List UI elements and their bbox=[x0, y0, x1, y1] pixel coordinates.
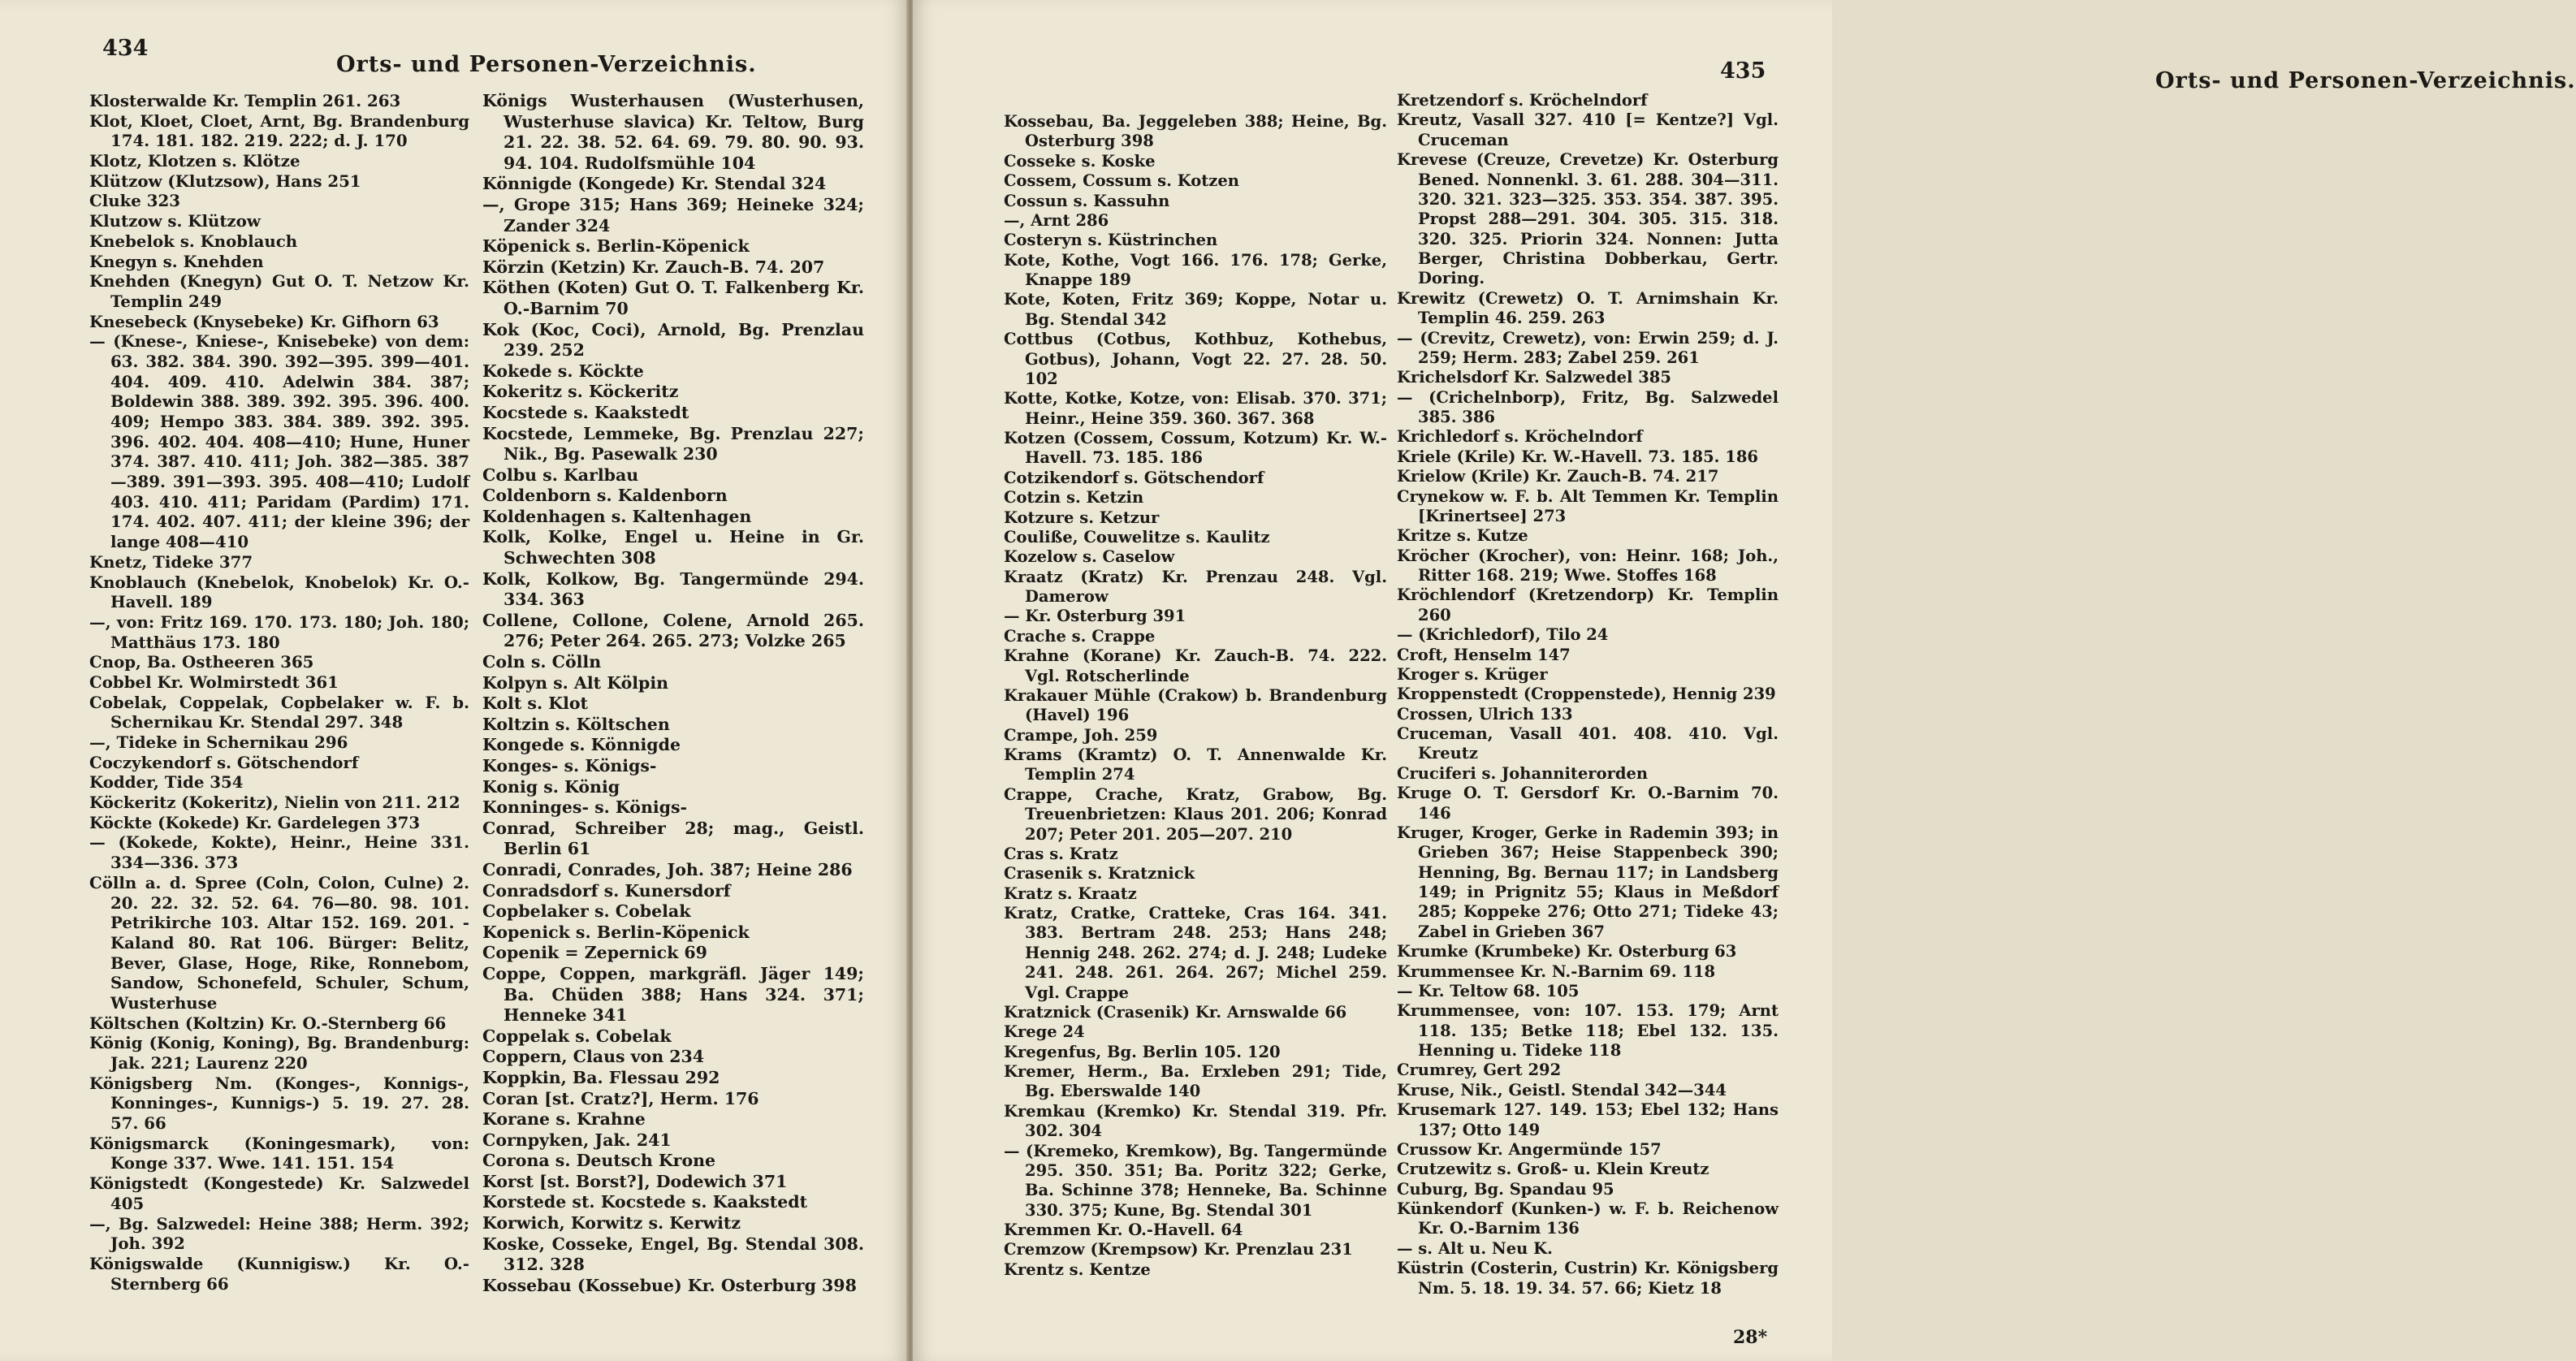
index-entry: Kongede s. Könnigde bbox=[482, 735, 681, 755]
index-entry: Konges- s. Königs- bbox=[482, 756, 657, 776]
index-entry: Cuburg, Bg. Spandau 95 bbox=[1397, 1179, 1614, 1199]
index-entry: Konig s. König bbox=[482, 776, 620, 797]
index-entry: Cölln a. d. Spree (Coln, Colon, Culne) 2. 20. 22. 32. 52. 64. 76—80. 98. 101. Petrikirche 103. Altar 152. 169. 201. -Kaland 80. Rat 106. Bürger: Belitz, Bever, Glase, Hoge, Rike, Ronnebom, Sandow, Schonefeld, Schuler, Schum, Wusterhuse bbox=[89, 872, 469, 1013]
index-entry: Coran [st. Cratz?], Herm. 176 bbox=[482, 1088, 759, 1108]
index-entry: Krummensee Kr. N.-Barnim 69. 118 bbox=[1397, 961, 1716, 981]
index-entry: Kotzen (Cossem, Cossum, Kotzum) Kr. W.-Havell. 73. 185. 186 bbox=[1004, 429, 1387, 468]
index-entry: Kote, Kothe, Vogt 166. 176. 178; Gerke, Knappe 189 bbox=[1004, 250, 1387, 289]
index-entry: Kozelow s. Caselow bbox=[1004, 547, 1175, 567]
index-entry: Corona s. Deutsch Krone bbox=[482, 1151, 716, 1171]
index-entry: Kratz s. Kraatz bbox=[1004, 884, 1137, 903]
index-entry: Korstede st. Kocstede s. Kaakstedt bbox=[482, 1192, 808, 1212]
index-entry: — (Crevitz, Crewetz), von: Erwin 259; d. J. 259; Herm. 283; Zabel 259. 261 bbox=[1397, 328, 1779, 367]
index-entry: Copbelaker s. Cobelak bbox=[482, 901, 691, 922]
index-entry: —, von: Fritz 169. 170. 173. 180; Joh. 180; Matthäus 173. 180 bbox=[89, 611, 469, 652]
index-entry: Kocstede, Lemmeke, Bg. Prenzlau 227; Nik., Bg. Pasewalk 230 bbox=[482, 423, 864, 464]
index-entry: Kriele (Krile) Kr. W.-Havell. 73. 185. 186 bbox=[1397, 447, 1758, 466]
index-entry: Kokede s. Köckte bbox=[482, 361, 644, 381]
index-entry: Conradi, Conrades, Joh. 387; Heine 286 bbox=[482, 859, 853, 879]
index-entry: Kröcher (Krocher), von: Heinr. 168; Joh., Ritter 168. 219; Wwe. Stoffes 168 bbox=[1397, 546, 1779, 585]
index-entry: Kremkau (Kremko) Kr. Stendal 319. Pfr. 302. 304 bbox=[1004, 1101, 1387, 1141]
index-entry: Kokeritz s. Köckeritz bbox=[482, 382, 679, 402]
index-entry: Coppern, Claus von 234 bbox=[482, 1047, 705, 1067]
index-entry: — s. Alt u. Neu K. bbox=[1397, 1238, 1553, 1258]
index-entry: Crynekow w. F. b. Alt Temmen Kr. Templin [Krinertsee] 273 bbox=[1397, 486, 1779, 525]
index-entry: Kröchlendorf (Kretzendorp) Kr. Templin 260 bbox=[1397, 585, 1779, 624]
index-entry: Krams (Kramtz) O. T. Annenwalde Kr. Templin 274 bbox=[1004, 745, 1387, 784]
index-entry: Crasenik s. Kratznick bbox=[1004, 864, 1195, 884]
index-entry: Krielow (Krile) Kr. Zauch-B. 74. 217 bbox=[1397, 467, 1719, 486]
index-entry: Krichelsdorf Kr. Salzwedel 385 bbox=[1397, 368, 1671, 387]
index-entry: —, Arnt 286 bbox=[1004, 210, 1109, 230]
index-column-1 bbox=[1004, 112, 1387, 1280]
index-entry: Köthen (Koten) Gut O. T. Falkenberg Kr. O.-Barnim 70 bbox=[482, 278, 864, 318]
index-entry: Krumke (Krumbeke) Kr. Osterburg 63 bbox=[1397, 942, 1737, 961]
index-entry: Krusemark 127. 149. 153; Ebel 132; Hans 137; Otto 149 bbox=[1397, 1100, 1779, 1139]
index-entry: Kolk, Kolkow, Bg. Tangermünde 294. 334. 363 bbox=[482, 568, 864, 610]
running-head: Orts- und Personen-Verzeichnis. bbox=[2155, 68, 2576, 93]
index-entry: Kodder, Tide 354 bbox=[89, 772, 244, 793]
index-entry: — (Kremeko, Kremkow), Bg. Tangermünde 295. 350. 351; Ba. Poritz 322; Gerke, Ba. Schinne 378; Henneke, Ba. Schinne 330. 375; Kune, Bg. Stendal 301 bbox=[1004, 1141, 1387, 1220]
index-entry: Knebelok s. Knoblauch bbox=[89, 231, 298, 251]
right-page bbox=[913, 0, 2576, 1361]
index-entry: Königs Wusterhausen (Wusterhusen, Wusterhuse slavica) Kr. Teltow, Burg 21. 22. 38. 52. 64. 69. 79. 80. 90. 93. 94. 104. Rudolfsmühle 104 bbox=[482, 91, 864, 173]
index-column-2 bbox=[482, 91, 864, 1296]
index-entry: Coczykendorf s. Götschendorf bbox=[89, 752, 359, 772]
index-entry: Königsmarck (Koningesmark), von: Konge 337. Wwe. 141. 151. 154 bbox=[89, 1133, 469, 1173]
index-entry: Kroppenstedt (Croppenstede), Hennig 239 bbox=[1397, 685, 1776, 704]
index-entry: Copenik = Zepernick 69 bbox=[482, 943, 707, 963]
index-entry: Kotzure s. Ketzur bbox=[1004, 508, 1160, 527]
index-entry: Krahne (Korane) Kr. Zauch-B. 74. 222. Vgl. Rotscherlinde bbox=[1004, 646, 1387, 685]
index-entry: Collene, Collone, Colene, Arnold 265. 276; Peter 264. 265. 273; Volzke 265 bbox=[482, 610, 864, 651]
index-entry: Cnop, Ba. Ostheeren 365 bbox=[89, 652, 314, 672]
index-entry: Coln s. Cölln bbox=[482, 652, 602, 672]
index-entry: Kopenick s. Berlin-Köpenick bbox=[482, 922, 750, 942]
index-entry: Klützow (Klutzsow), Hans 251 bbox=[89, 171, 361, 191]
index-entry: Cobelak, Coppelak, Copbelaker w. F. b. Schernikau Kr. Stendal 297. 348 bbox=[89, 692, 469, 732]
index-entry: Couliße, Couwelitze s. Kaulitz bbox=[1004, 527, 1270, 547]
index-entry: Krege 24 bbox=[1004, 1022, 1085, 1042]
index-entry: Crache s. Crappe bbox=[1004, 626, 1156, 646]
index-entry: Knesebeck (Knysebeke) Kr. Gifhorn 63 bbox=[89, 311, 439, 331]
index-entry: Crussow Kr. Angermünde 157 bbox=[1397, 1139, 1662, 1159]
index-entry: Crumrey, Gert 292 bbox=[1397, 1061, 1562, 1080]
index-entry: Klotz, Klotzen s. Klötze bbox=[89, 151, 300, 171]
index-entry: Krummensee, von: 107. 153. 179; Arnt 118. 135; Betke 118; Ebel 132. 135. Henning u. Tideke 118 bbox=[1397, 1001, 1779, 1060]
index-entry: Cornpyken, Jak. 241 bbox=[482, 1130, 672, 1150]
index-entry: Krakauer Mühle (Crakow) b. Brandenburg (Havel) 196 bbox=[1004, 685, 1387, 725]
index-entry: Kolk, Kolke, Engel u. Heine in Gr. Schwechten 308 bbox=[482, 527, 864, 568]
index-entry: Kremer, Herm., Ba. Erxleben 291; Tide, Bg. Eberswalde 140 bbox=[1004, 1062, 1387, 1101]
index-entry: Kossebau (Kossebue) Kr. Osterburg 398 bbox=[482, 1275, 857, 1295]
index-entry: Köpenick s. Berlin-Köpenick bbox=[482, 236, 750, 257]
index-entry: Klot, Kloet, Cloet, Arnt, Bg. Brandenburg 174. 181. 182. 219. 222; d. J. 170 bbox=[89, 110, 469, 151]
index-entry: Kotte, Kotke, Kotze, von: Elisab. 370. 371; Heinr., Heine 359. 360. 367. 368 bbox=[1004, 389, 1387, 428]
index-entry: Crossen, Ulrich 133 bbox=[1397, 704, 1573, 724]
index-entry: Königstedt (Kongestede) Kr. Salzwedel 405 bbox=[89, 1173, 469, 1213]
running-head: Orts- und Personen-Verzeichnis. bbox=[336, 52, 757, 77]
index-entry: Crampe, Joh. 259 bbox=[1004, 725, 1158, 745]
index-entry: Klosterwalde Kr. Templin 261. 263 bbox=[89, 91, 401, 110]
index-entry: Kruge O. T. Gersdorf Kr. O.-Barnim 70. 146 bbox=[1397, 784, 1779, 823]
index-entry: Cossun s. Kassuhn bbox=[1004, 191, 1170, 210]
index-entry: Königswalde (Kunnigisw.) Kr. O.-Sternberg 66 bbox=[89, 1253, 469, 1294]
index-entry: Coppelak s. Cobelak bbox=[482, 1026, 672, 1046]
index-entry: Kocstede s. Kaakstedt bbox=[482, 402, 689, 422]
index-entry: Knoblauch (Knebelok, Knobelok) Kr. O.-Havell. 189 bbox=[89, 572, 469, 612]
index-entry: Cruceman, Vasall 401. 408. 410. Vgl. Kreutz bbox=[1397, 724, 1779, 763]
index-entry: Klutzow s. Klützow bbox=[89, 211, 261, 231]
index-entry: Kraatz (Kratz) Kr. Prenzau 248. Vgl. Damerow bbox=[1004, 567, 1387, 606]
index-entry: Kroger s. Krüger bbox=[1397, 664, 1548, 684]
index-entry: Kremmen Kr. O.-Havell. 64 bbox=[1004, 1221, 1243, 1239]
index-entry: Kreutz, Vasall 327. 410 [= Kentze?] Vgl. Cruceman bbox=[1397, 110, 1779, 149]
index-entry: Krewitz (Crewetz) O. T. Arnimshain Kr. Templin 46. 259. 263 bbox=[1397, 288, 1779, 328]
index-entry: —, Tideke in Schernikau 296 bbox=[89, 732, 348, 752]
index-entry: Königsberg Nm. (Konges-, Konnigs-, Konninges-, Kunnigs-) 5. 19. 27. 28. 57. 66 bbox=[89, 1073, 469, 1134]
index-entry: Krichledorf s. Kröchelndorf bbox=[1397, 427, 1643, 447]
index-entry: Kote, Koten, Fritz 369; Koppe, Notar u. Bg. Stendal 342 bbox=[1004, 290, 1387, 329]
index-entry: Kregenfus, Bg. Berlin 105. 120 bbox=[1004, 1042, 1281, 1061]
index-entry: Konninges- s. Königs- bbox=[482, 797, 688, 818]
index-entry: Korst [st. Borst?], Dodewich 371 bbox=[482, 1171, 788, 1191]
index-entry: Kretzendorf s. Kröchelndorf bbox=[1397, 91, 1648, 110]
index-entry: Conradsdorf s. Kunersdorf bbox=[482, 880, 731, 901]
index-entry: Knetz, Tideke 377 bbox=[89, 551, 253, 572]
index-entry: Köckte (Kokede) Kr. Gardelegen 373 bbox=[89, 812, 421, 832]
index-entry: Cluke 323 bbox=[89, 191, 180, 211]
index-entry: —, Grope 315; Hans 369; Heineke 324; Zander 324 bbox=[482, 194, 864, 235]
index-entry: Kok (Koc, Coci), Arnold, Bg. Prenzlau 239. 252 bbox=[482, 319, 864, 361]
index-entry: Kruger, Kroger, Gerke in Rademin 393; in Grieben 367; Heise Stappenbeck 390; Henning, Bg. Bernau 117; in Landsberg 149; in Prignitz 55; Klaus in Meßdorf 285; Koppeke 276; Otto 271; Tideke 43; Zabel in Grieben 367 bbox=[1397, 823, 1779, 941]
index-entry: Coldenborn s. Kaldenborn bbox=[482, 486, 728, 506]
index-entry: — (Kokede, Kokte), Heinr., Heine 331. 334—336. 373 bbox=[89, 832, 469, 873]
index-entry: Krevese (Creuze, Crevetze) Kr. Osterburg Bened. Nonnenkl. 3. 61. 288. 304—311. 320. 321. 323—325. 353. 354. 387. 395. Propst 288—291. 304. 305. 315. 318. 320. 325. Priorin 324. Nonnen: Jutta Berger, Christina Dobberkau, Gertr. Doring. bbox=[1397, 150, 1779, 288]
index-entry: Cruciferi s. Johanniterorden bbox=[1397, 763, 1649, 783]
index-entry: Korane s. Krahne bbox=[482, 1109, 646, 1130]
index-entry: Colbu s. Karlbau bbox=[482, 464, 639, 485]
index-entry: Kolpyn s. Alt Kölpin bbox=[482, 672, 669, 693]
index-entry: Künkendorf (Kunken-) w. F. b. Reichenow Kr. O.-Barnim 136 bbox=[1397, 1199, 1779, 1238]
index-entry: Costeryn s. Küstrinchen bbox=[1004, 231, 1218, 250]
index-entry: — (Krichledorf), Tilo 24 bbox=[1397, 625, 1609, 645]
index-entry: Korwich, Korwitz s. Kerwitz bbox=[482, 1213, 741, 1234]
index-entry: Kolt s. Klot bbox=[482, 693, 588, 714]
index-entry: Cotzikendorf s. Götschendorf bbox=[1004, 468, 1264, 487]
index-entry: Körzin (Ketzin) Kr. Zauch-B. 74. 207 bbox=[482, 257, 825, 277]
index-entry: Cotzin s. Ketzin bbox=[1004, 488, 1144, 508]
index-entry: Cottbus (Cotbus, Kothbuz, Kothebus, Gotbus), Johann, Vogt 22. 27. 28. 50. 102 bbox=[1004, 330, 1387, 388]
index-entry: Cras s. Kratz bbox=[1004, 844, 1118, 863]
index-entry: Knehden (Knegyn) Gut O. T. Netzow Kr. Templin 249 bbox=[89, 271, 469, 311]
index-entry: — Kr. Osterburg 391 bbox=[1004, 607, 1186, 626]
index-entry: Cremzow (Krempsow) Kr. Prenzlau 231 bbox=[1004, 1240, 1353, 1259]
index-entry: —, Bg. Salzwedel: Heine 388; Herm. 392; Joh. 392 bbox=[89, 1213, 469, 1254]
index-entry: Coppe, Coppen, markgräfl. Jäger 149; Ba. Chüden 388; Hans 324. 371; Henneke 341 bbox=[482, 963, 864, 1026]
index-entry: Kruse, Nik., Geistl. Stendal 342—344 bbox=[1397, 1080, 1727, 1100]
index-entry: Költschen (Koltzin) Kr. O.-Sternberg 66 bbox=[89, 1013, 447, 1033]
index-entry: Kratz, Cratke, Cratteke, Cras 164. 341. 383. Bertram 248. 253; Hans 248; Hennig 248. 262. 274; d. J. 248; Ludeke 241. 248. 261. 264. 267; Michel 259. Vgl. Crappe bbox=[1004, 904, 1387, 1002]
index-entry: Crutzewitz s. Groß- u. Klein Kreutz bbox=[1397, 1160, 1709, 1179]
index-entry: Koppkin, Ba. Flessau 292 bbox=[482, 1067, 720, 1087]
index-entry: Cossem, Cossum s. Kotzen bbox=[1004, 171, 1239, 191]
index-entry: Koldenhagen s. Kaltenhagen bbox=[482, 506, 752, 526]
index-column-1 bbox=[89, 91, 469, 1294]
index-entry: Köckeritz (Kokeritz), Nielin von 211. 212 bbox=[89, 793, 460, 813]
index-entry: Kritze s. Kutze bbox=[1397, 526, 1528, 546]
index-entry: Koltzin s. Költschen bbox=[482, 714, 670, 734]
page-number: 434 bbox=[102, 36, 149, 61]
index-entry: Crappe, Crache, Kratz, Grabow, Bg. Treuenbrietzen: Klaus 201. 206; Konrad 207; Peter 201. 205—207. 210 bbox=[1004, 784, 1387, 844]
index-entry: Kratznick (Crasenik) Kr. Arnswalde 66 bbox=[1004, 1002, 1347, 1022]
index-entry: Küstrin (Costerin, Custrin) Kr. Königsberg Nm. 5. 18. 19. 34. 57. 66; Kietz 18 bbox=[1397, 1259, 1779, 1298]
index-entry: Knegyn s. Knehden bbox=[89, 251, 264, 271]
index-entry: Croft, Henselm 147 bbox=[1397, 645, 1571, 664]
index-column-2 bbox=[1397, 91, 1779, 1298]
index-entry: Cobbel Kr. Wolmirstedt 361 bbox=[89, 672, 339, 692]
index-entry: Conrad, Schreiber 28; mag., Geistl. Berlin 61 bbox=[482, 818, 864, 859]
page-number: 435 bbox=[1720, 58, 1766, 84]
signature-mark: 28* bbox=[1733, 1327, 1768, 1348]
index-entry: — Kr. Teltow 68. 105 bbox=[1397, 981, 1580, 1000]
left-page bbox=[0, 0, 908, 1361]
index-entry: Koske, Cosseke, Engel, Bg. Stendal 308. 312. 328 bbox=[482, 1234, 864, 1275]
index-entry: — (Knese-, Kniese-, Knisebeke) von dem: 63. 382. 384. 390. 392—395. 399—401. 404. 409. 410. Adelwin 384. 387; Boldewin 388. 389. 392. 395. 396. 400. 409; Hempo 383. 384. 389. 392. 395. 396. 402. 404. 408—410; Hune, Huner 374. 387. 410. 411; Joh. 382—385. 387—389. 391—393. 395. 408—410; Ludolf 403. 410. 411; Paridam (Pardim) 171. 174. 402. 407. 411; der kleine 396; der lange 408—410 bbox=[89, 331, 469, 552]
index-entry: Könnigde (Kongede) Kr. Stendal 324 bbox=[482, 174, 827, 194]
index-entry: Cosseke s. Koske bbox=[1004, 151, 1156, 171]
index-entry: Kossebau, Ba. Jeggeleben 388; Heine, Bg. Osterburg 398 bbox=[1004, 112, 1387, 151]
index-entry: — (Crichelnborp), Fritz, Bg. Salzwedel 385. 386 bbox=[1397, 387, 1779, 426]
index-entry: König (Konig, Koning), Bg. Brandenburg: Jak. 221; Laurenz 220 bbox=[89, 1033, 469, 1073]
index-entry: Krentz s. Kentze bbox=[1004, 1259, 1151, 1279]
